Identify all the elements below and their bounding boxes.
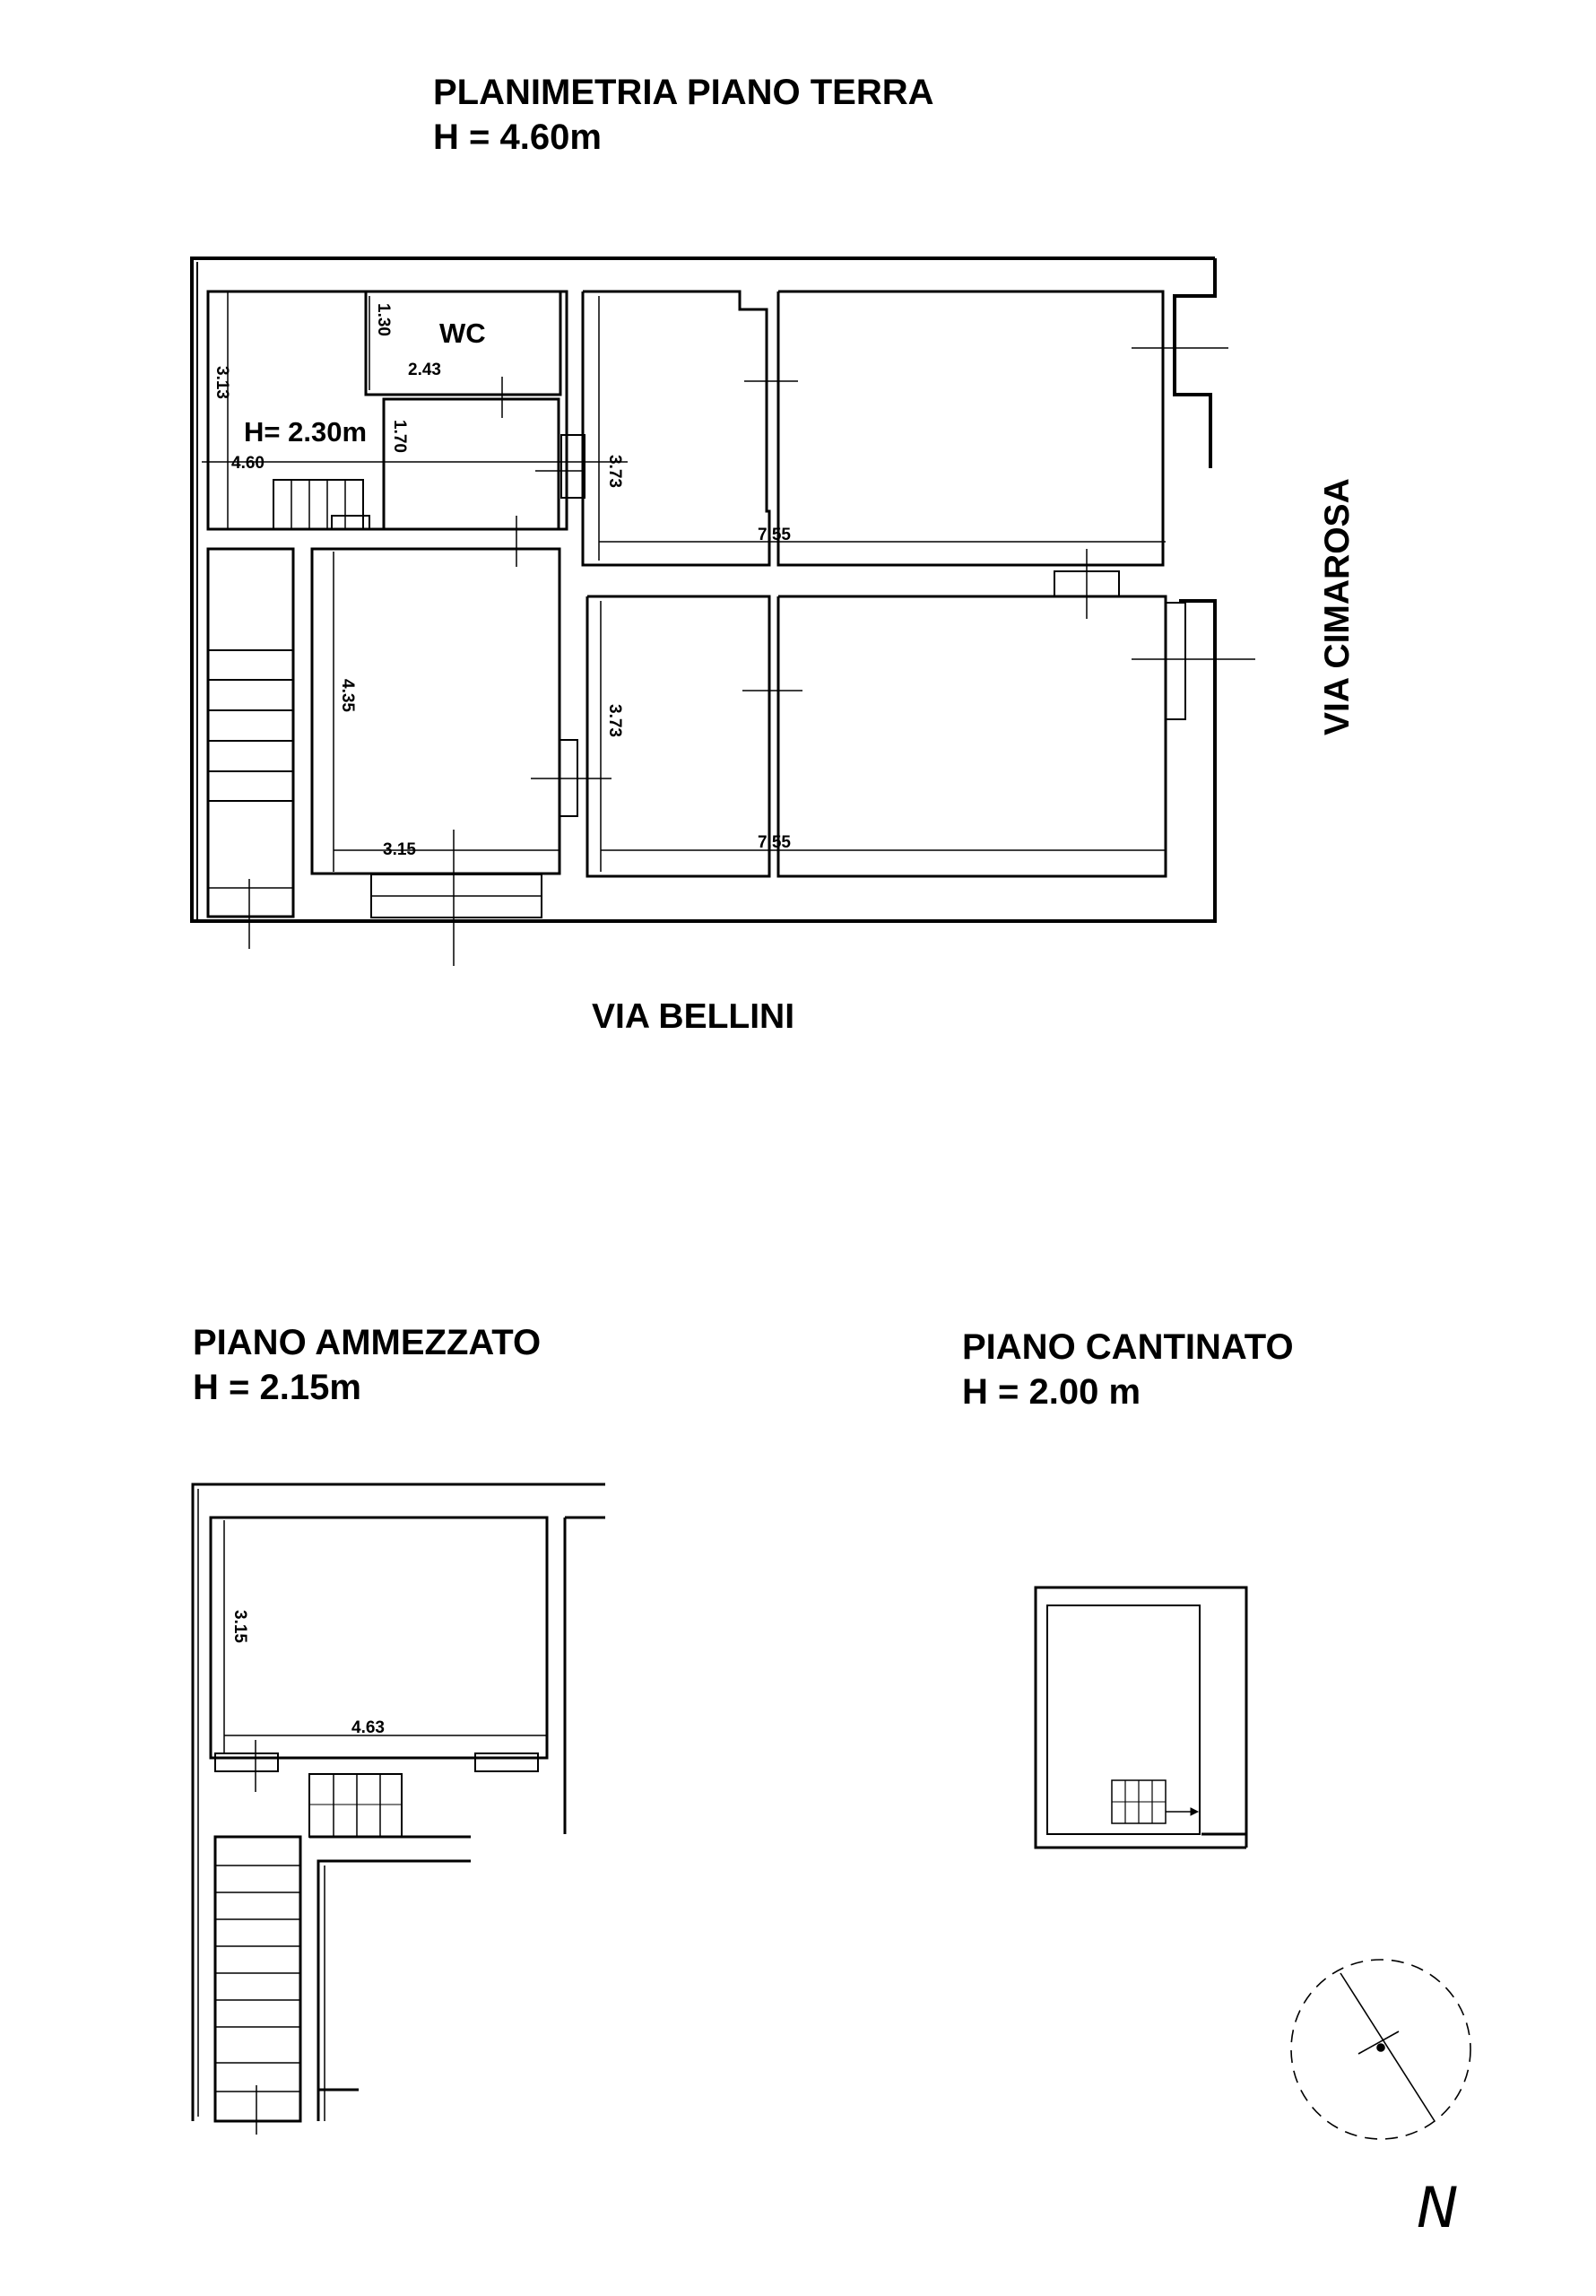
street-label-via-bellini: VIA BELLINI xyxy=(592,997,795,1036)
north-arrow-icon xyxy=(1291,1960,1470,2139)
dim-3-13: 3.13 xyxy=(213,366,231,399)
mezzanine-height-label: H= 2.30m xyxy=(244,416,368,448)
dim-3-15: 3.15 xyxy=(383,840,416,859)
dim-4-35: 4.35 xyxy=(338,679,357,712)
cellar-plan xyxy=(1036,1587,1246,1848)
mezzanine-title: PIANO AMMEZZATO xyxy=(193,1323,542,1362)
dim-2-43: 2.43 xyxy=(408,361,441,379)
dim-4-60: 4.60 xyxy=(231,454,265,473)
street-label-via-cimarosa: VIA CIMAROSA xyxy=(1318,478,1357,735)
dim-7-55-lower: 7.55 xyxy=(758,833,791,852)
mezz-dim-4-63: 4.63 xyxy=(351,1718,385,1737)
ground-floor-title: PLANIMETRIA PIANO TERRA xyxy=(433,73,934,112)
cellar-height: H = 2.00 m xyxy=(962,1372,1141,1412)
dim-3-73-lower: 3.73 xyxy=(605,704,624,737)
north-label: N xyxy=(1417,2175,1459,2240)
mezzanine-height: H = 2.15m xyxy=(193,1368,361,1407)
ground-floor-height: H = 4.60m xyxy=(433,117,602,157)
cellar-title: PIANO CANTINATO xyxy=(962,1327,1294,1367)
dim-1-30: 1.30 xyxy=(374,303,393,336)
mezz-dim-3-15: 3.15 xyxy=(230,1610,249,1643)
dim-3-73-upper: 3.73 xyxy=(605,455,624,488)
wc-label: WC xyxy=(439,317,486,349)
ground-floor-plan xyxy=(192,258,1255,966)
dim-1-70: 1.70 xyxy=(390,420,409,453)
mezzanine-plan xyxy=(193,1484,605,2135)
dim-7-55-upper: 7.55 xyxy=(758,526,791,544)
